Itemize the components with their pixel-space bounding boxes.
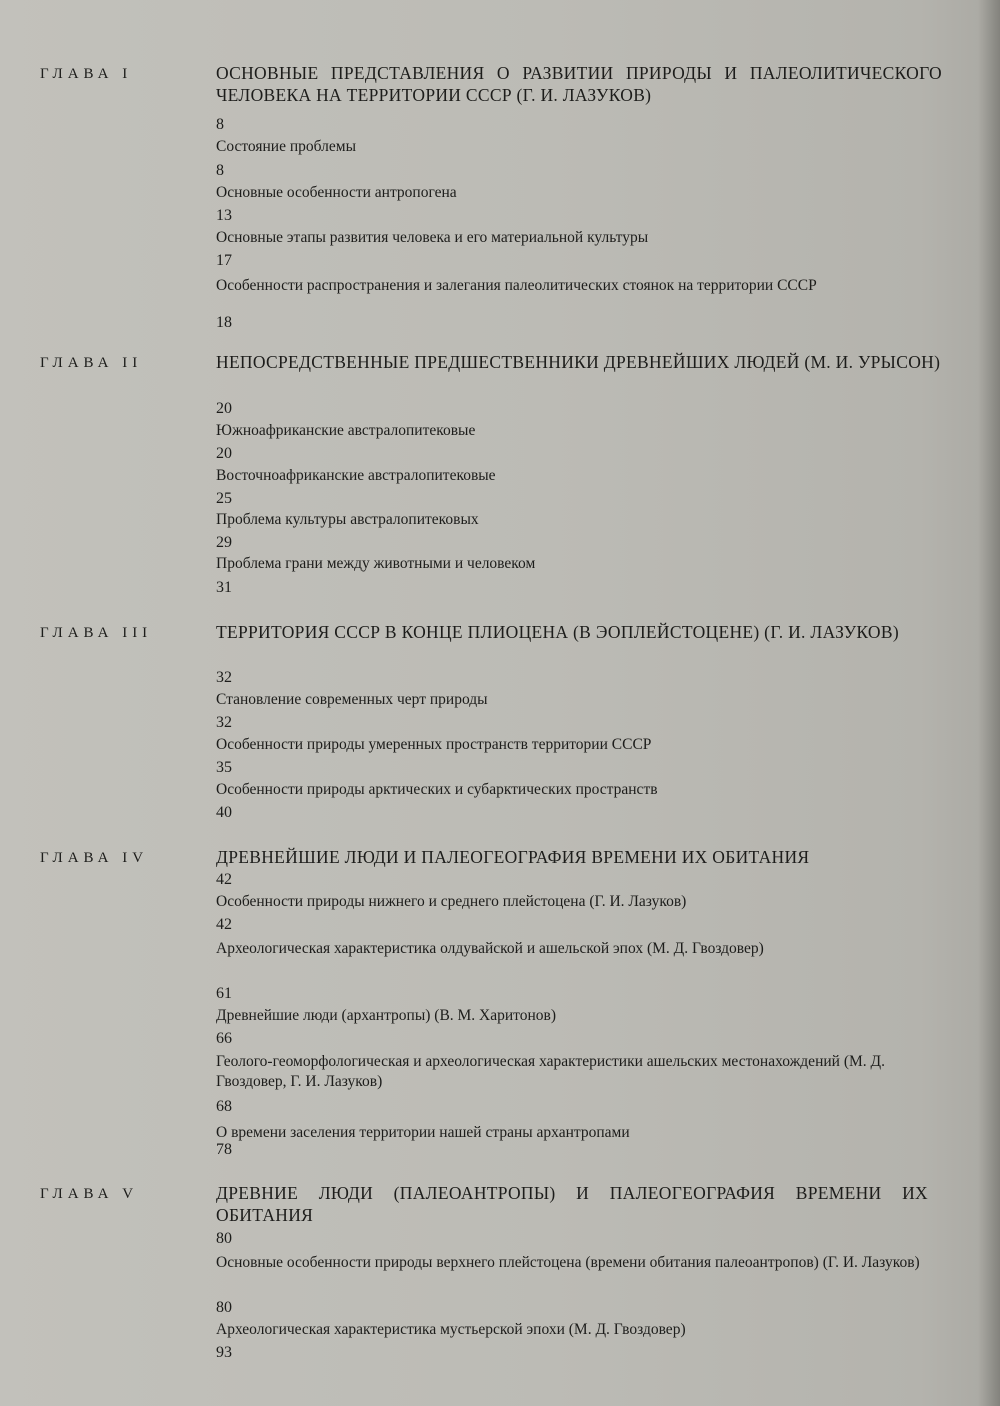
chapter-title: НЕПОСРЕДСТВЕННЫЕ ПРЕДШЕСТВЕННИКИ ДРЕВНЕЙШИХ ЛЮДЕЙ (М. И. УРЫСОН)	[216, 352, 941, 372]
section-title: Особенности природы арктических и субарктических пространств	[216, 781, 658, 798]
section-page: 17	[216, 252, 232, 269]
section-page: 93	[216, 1344, 232, 1361]
chapter-page: 32	[216, 669, 232, 686]
chapter-page: 80	[216, 1230, 232, 1247]
section-page: 31	[216, 579, 232, 596]
section-title: Древнейшие люди (архантропы) (В. М. Харитонов)	[216, 1007, 557, 1024]
section-page: 32	[216, 714, 232, 731]
section-title: Южноафриканские австралопитековые	[216, 422, 476, 439]
chapter-title: ДРЕВНЕЙШИЕ ЛЮДИ И ПАЛЕОГЕОГРАФИЯ ВРЕМЕНИ ИХ ОБИТАНИЯ	[216, 847, 810, 867]
chapter-title: ОСНОВНЫЕ ПРЕДСТАВЛЕНИЯ О РАЗВИТИИ ПРИРОДЫ И ПАЛЕОЛИТИЧЕСКОГО ЧЕЛОВЕКА НА ТЕРРИТОРИИ СССР (Г. И. ЛАЗУКОВ)	[216, 63, 942, 105]
section-title: Археологическая характеристика олдувайской и ашельской эпох (М. Д. Гвоздовер)	[216, 940, 764, 957]
chapter-label: ГЛАВА V	[40, 1186, 139, 1202]
chapter-title: ДРЕВНИЕ ЛЮДИ (ПАЛЕОАНТРОПЫ) И ПАЛЕОГЕОГРАФИЯ ВРЕМЕНИ ИХ ОБИТАНИЯ	[216, 1183, 928, 1225]
section-page: 68	[216, 1098, 232, 1115]
section-title: Становление современных черт природы	[216, 691, 488, 708]
section-page: 18	[216, 314, 232, 331]
section-title: Геолого-геоморфологическая и археологическая характеристики ашельских местонахождений (М. Д. Гвоздовер, Г. И. Лазуков)	[216, 1053, 885, 1090]
chapter-label: ГЛАВА III	[40, 625, 153, 641]
chapter-page: 8	[216, 116, 224, 133]
section-title: Проблема культуры австралопитековых	[216, 511, 479, 528]
section-title: Проблема грани между животными и человеком	[216, 555, 536, 572]
section-page: 78	[216, 1141, 232, 1158]
chapter-label: ГЛАВА I	[40, 66, 133, 82]
section-page: 42	[216, 916, 232, 933]
section-title: Особенности распространения и залегания палеолитических стоянок на территории СССР	[216, 277, 817, 294]
section-page: 20	[216, 445, 232, 462]
section-page: 8	[216, 162, 224, 179]
chapter-page: 20	[216, 400, 232, 417]
section-page: 13	[216, 207, 232, 224]
section-title: Состояние проблемы	[216, 138, 356, 155]
section-title: Основные особенности антропогена	[216, 184, 457, 201]
section-page: 80	[216, 1299, 232, 1316]
section-title: Основные этапы развития человека и его материальной культуры	[216, 229, 649, 246]
chapter-title: ТЕРРИТОРИЯ СССР В КОНЦЕ ПЛИОЦЕНА (В ЭОПЛЕЙСТОЦЕНЕ) (Г. И. ЛАЗУКОВ)	[216, 622, 899, 642]
section-page: 29	[216, 534, 232, 551]
section-title: О времени заселения территории нашей страны архантропами	[216, 1124, 630, 1141]
section-page: 40	[216, 804, 232, 821]
section-title: Восточноафриканские австралопитековые	[216, 467, 496, 484]
section-title: Основные особенности природы верхнего плейстоцена (времени обитания палеоантропов) (Г. И. Лазуков)	[216, 1254, 920, 1271]
chapter-page: 42	[216, 871, 232, 888]
section-page: 25	[216, 490, 232, 507]
chapter-label: ГЛАВА II	[40, 355, 143, 371]
section-page: 61	[216, 985, 232, 1002]
section-page: 35	[216, 759, 232, 776]
chapter-label: ГЛАВА IV	[40, 850, 149, 866]
section-page: 66	[216, 1030, 232, 1047]
section-title: Археологическая характеристика мустьерской эпохи (М. Д. Гвоздовер)	[216, 1321, 686, 1338]
page-edge-shadow	[978, 0, 1000, 1406]
section-title: Особенности природы умеренных пространств территории СССР	[216, 736, 652, 753]
section-title: Особенности природы нижнего и среднего плейстоцена (Г. И. Лазуков)	[216, 893, 687, 910]
